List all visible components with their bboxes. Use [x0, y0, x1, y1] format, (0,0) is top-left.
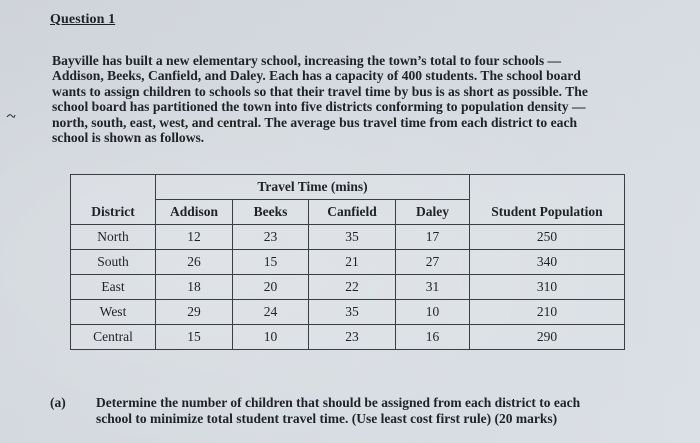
paragraph-line: school is shown as follows.: [52, 130, 205, 146]
column-header-canfield: Canfield: [309, 200, 396, 225]
travel-time-cell: 15: [233, 250, 309, 275]
travel-time-cell: 26: [156, 250, 233, 275]
table-row: [71, 250, 625, 275]
district-cell: East: [71, 275, 156, 300]
population-cell: 290: [470, 325, 625, 350]
travel-time-group-header: Travel Time (mins): [156, 175, 470, 200]
paragraph-line: north, south, east, west, and central. The average bus travel time from each district to each: [52, 114, 578, 130]
population-cell: 340: [470, 250, 625, 275]
column-header-beeks: Beeks: [233, 200, 309, 225]
paragraph-line: school board has partitioned the town into five districts conforming to population density —: [52, 99, 586, 115]
travel-time-cell: 35: [309, 300, 396, 325]
travel-time-cell: 35: [309, 225, 396, 250]
travel-time-cell: 12: [156, 225, 233, 250]
table-row: [71, 275, 625, 300]
travel-time-cell: 17: [396, 225, 470, 250]
travel-time-cell: 31: [396, 275, 470, 300]
empty-header-cell: [71, 175, 156, 200]
district-cell: West: [71, 300, 156, 325]
pen-mark-icon: [6, 112, 16, 120]
travel-time-cell: 16: [396, 325, 470, 350]
paragraph-line: Bayville has built a new elementary school, increasing the town’s total to four schools —: [52, 53, 562, 68]
travel-time-cell: 18: [156, 275, 233, 300]
part-label: (a): [50, 395, 66, 410]
district-cell: Central: [71, 325, 156, 350]
travel-time-cell: 27: [396, 250, 470, 275]
question-title: Question 1: [50, 12, 116, 27]
travel-time-cell: 22: [309, 275, 396, 300]
district-cell: South: [71, 250, 156, 275]
population-cell: 250: [470, 225, 625, 250]
travel-time-cell: 24: [233, 300, 309, 325]
paragraph-line: Addison, Beeks, Canfield, and Daley. Each has a capacity of 400 students. The school board: [52, 68, 581, 84]
travel-time-cell: 10: [233, 325, 309, 350]
paragraph-line: wants to assign children to schools so that their travel time by bus is as short as possible. The: [52, 83, 588, 99]
table-row: [71, 225, 625, 250]
part-a-line: school to minimize total student travel time. (Use least cost first rule) (20 marks): [96, 411, 558, 426]
travel-time-cell: 20: [233, 275, 309, 300]
travel-time-cell: 29: [156, 300, 233, 325]
population-cell: 310: [470, 275, 625, 300]
column-header-student-population: Student Population: [470, 200, 625, 225]
part-a-line: Determine the number of children that should be assigned from each district to each: [96, 395, 581, 410]
travel-time-cell: 15: [156, 325, 233, 350]
population-cell: 210: [470, 300, 625, 325]
table-group-header-row: [71, 175, 625, 200]
empty-header-cell: [470, 175, 625, 200]
travel-time-cell: 23: [309, 325, 396, 350]
part-a-text: [96, 395, 656, 427]
column-header-daley: Daley: [396, 200, 470, 225]
travel-time-cell: 21: [309, 250, 396, 275]
travel-time-cell: 10: [396, 300, 470, 325]
table-row: [71, 325, 625, 350]
column-header-district: District: [71, 200, 156, 225]
table-column-header-row: [71, 200, 625, 225]
table-row: [71, 300, 625, 325]
travel-time-table: [70, 174, 625, 350]
district-cell: North: [71, 225, 156, 250]
problem-description: [52, 53, 642, 145]
travel-time-cell: 23: [233, 225, 309, 250]
column-header-addison: Addison: [156, 200, 233, 225]
